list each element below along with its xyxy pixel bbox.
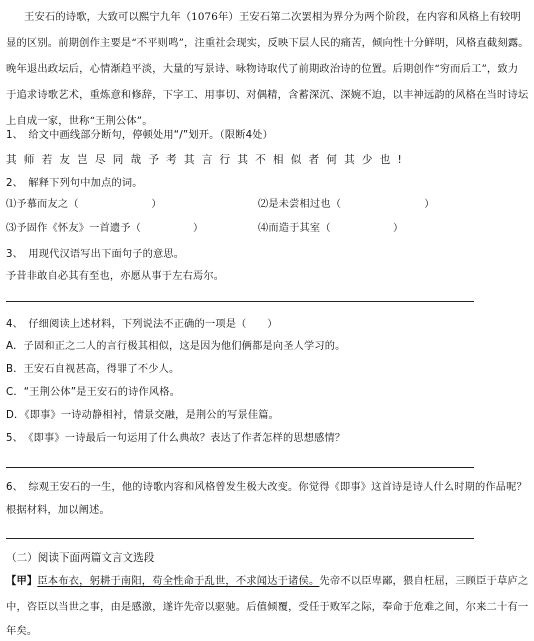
passage-jia-tag: 【甲】 <box>6 575 38 587</box>
question-4-option-d: D．《即事》一诗动静相衬，情景交融，是荆公的写景佳篇。 <box>6 410 280 421</box>
question-4-prompt: 4、 仔细阅读上述材料，下列说法不正确的一项是（ ） <box>6 319 278 330</box>
question-4-option-b: B．王安石自视甚高，得罪了不少人。 <box>6 364 180 375</box>
answer-line-q3 <box>6 301 474 302</box>
intro-line-2: 显的区别。前期创作主要是“不平则鸣”，注重社会现实，反映下层人民的痛苦，倾向性十分鲜明，风格直截刻露。 <box>6 37 529 49</box>
section-2-heading: （二）阅读下面两篇文言文选段 <box>6 552 155 564</box>
answer-line-q6 <box>6 538 474 539</box>
question-6-line-2: 根据材料，加以阐述。 <box>6 505 110 516</box>
question-2-item-4: ⑷而造于其室（ ） <box>258 223 404 234</box>
question-6-line-1: 6、 综观王安石的一生，他的诗歌内容和风格曾发生极大改变。你觉得《即事》这首诗是诗人什么时期的作品呢？ <box>6 482 527 493</box>
question-2-item-2: ⑵是未尝相过也（ ） <box>258 199 435 210</box>
question-2-prompt: 2、 解释下列句中加点的词。 <box>6 178 143 189</box>
question-1-prompt: 1、 给文中画线部分断句，停顿处用“/”划开。（限断4处） <box>6 130 274 141</box>
answer-line-q5 <box>6 467 474 468</box>
question-2-item-1: ⑴予慕而友之（ ） <box>6 199 162 210</box>
passage-jia-rest: 先帝不以臣卑鄙，猥自枉屈，三顾臣于草庐之 <box>319 575 529 587</box>
passage-jia-line-1 <box>6 574 528 588</box>
question-3-prompt: 3、 用现代汉语写出下面句子的意思。 <box>6 249 185 260</box>
passage-jia-underlined: 臣本布衣，躬耕于南阳，苟全性命于乱世，不求闻达于诸侯。 <box>37 575 320 587</box>
passage-jia-line-3: 年矣。 <box>6 625 38 637</box>
question-4-option-c: C．“王荆公体”是王安石的诗作风格。 <box>6 387 181 398</box>
question-4-option-a: A．子固和正之二人的言行极其相似，这是因为他们俩都是向圣人学习的。 <box>6 341 346 352</box>
passage-jia-line-2: 中，咨臣以当世之事，由是感激，遂许先帝以驱驰。后值倾覆，受任于败军之际，奉命于危难之间，尔来二十有一 <box>6 601 529 613</box>
intro-line-4: 于追求诗歌艺术，重炼意和修辞，下字工、用事切、对偶精，含蓄深沉、深婉不迫，以丰神远韵的风格在当时诗坛 <box>6 89 529 101</box>
question-3-sentence: 予昔非敢自必其有至也，亦愿从事于左右焉尔。 <box>6 271 225 282</box>
question-2-item-3: ⑶予固作《怀友》一首遗予（ ） <box>6 223 204 234</box>
question-1-sentence: 其师若友岂尽同哉予考其言行其不相似者何其少也! <box>6 154 409 166</box>
intro-line-3: 晚年退出政坛后，心情渐趋平淡，大量的写景诗、咏物诗取代了前期政治诗的位置。后期创作“穷而后工”，致力 <box>6 63 519 75</box>
intro-line-1: 王安石的诗歌，大致可以熙宁九年（1076年）王安石第二次罢相为界分为两个阶段，在内容和风格上有较明 <box>24 11 521 23</box>
intro-line-5: 上自成一家，世称“王荆公体”。 <box>6 115 153 127</box>
question-5-prompt: 5、 《即事》一诗最后一句运用了什么典故？表达了作者怎样的思想感情？ <box>6 433 346 444</box>
